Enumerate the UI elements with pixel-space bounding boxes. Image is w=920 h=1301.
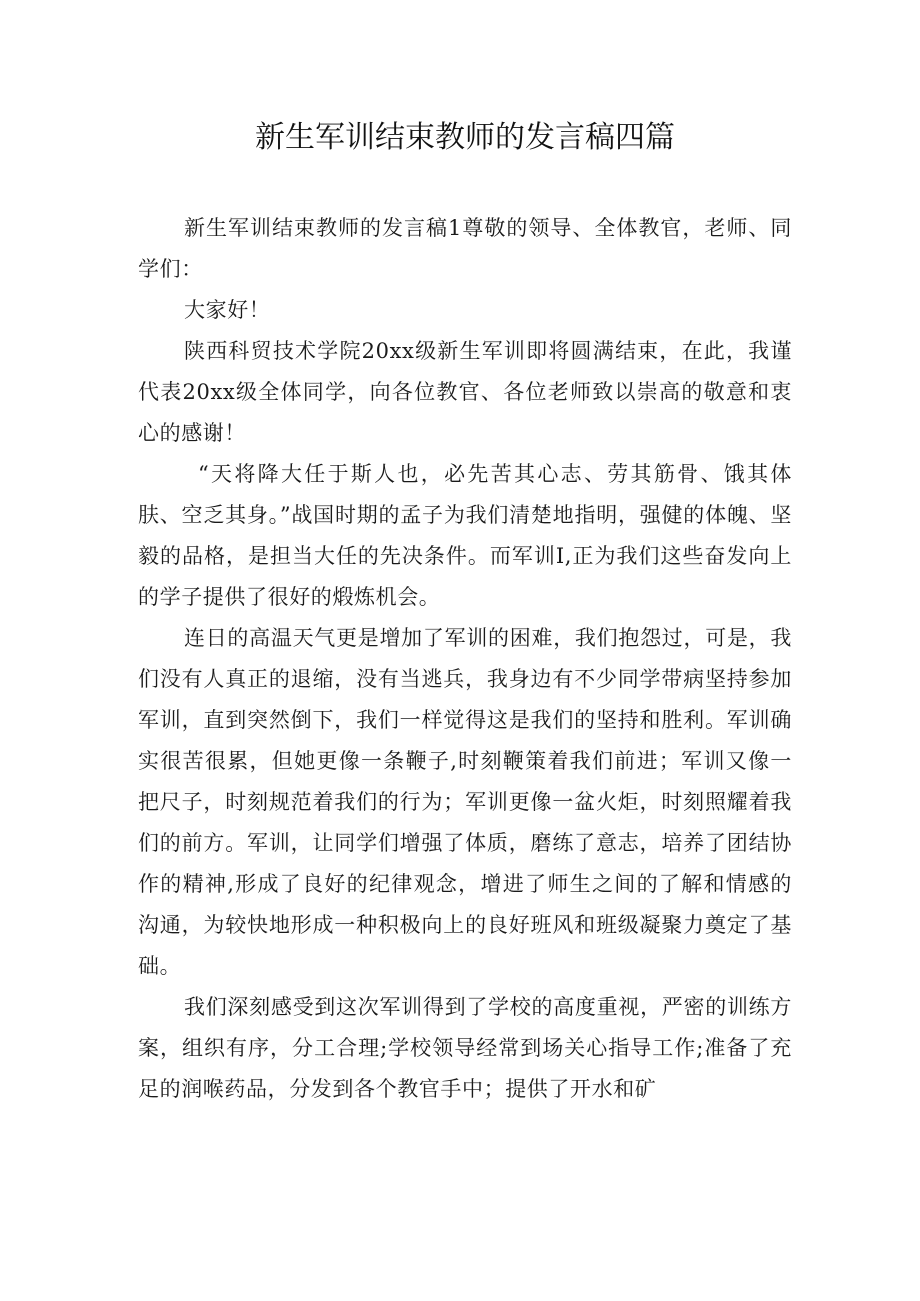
paragraph-greeting: 大家好！ <box>184 298 271 322</box>
paragraph-hardship: 连日的高温天气更是增加了军训的困难，我们抱怨过，可是，我们没有人真正的退缩，没有当逃兵，我身边有不少同学带病坚持参加军训，直到突然倒下，我们一样觉得这是我们的坚持和胜利。军训确实很苦很累，但她更像一条鞭子,时刻鞭策着我们前进；军训又像一把尺子，时刻规范着我们的行为；军训更像一盆火炬，时刻照耀着我们的前方。军训，让同学们增强了体质，磨练了意志，培养了团结协作的精神,形成了良好的纪律观念，增进了师生之间的了解和情感的沟通，为较快地形成一种积极向上的良好班风和班级凝聚力奠定了基础。 <box>138 626 792 978</box>
document-body <box>138 208 792 1110</box>
paragraph-mencius-quote: “天将降大任于斯人也，必先苦其心志、劳其筋骨、饿其体肤、空乏其身。”战国时期的孟子为我们清楚地指明，强健的体魄、坚毅的品格，是担当大任的先决条件。而军训I,正为我们这些奋发向上的学子提供了很好的煅炼机会。 <box>138 462 792 609</box>
paragraph-thanks: 陕西科贸技术学院20xx级新生军训即将圆满结束，在此，我谨代表20xx级全体同学，向各位教官、各位老师致以崇高的敬意和衷心的感谢！ <box>138 339 792 445</box>
paragraph-opening: 新生军训结束教师的发言稿1尊敬的领导、全体教官，老师、同学们： <box>138 216 792 281</box>
paragraph-school-support: 我们深刻感受到这次军训得到了学校的高度重视，严密的训练方案，组织有序，分工合理;学校领导经常到场关心指导工作;准备了充足的润喉药品，分发到各个教官手中；提供了开水和矿 <box>138 995 792 1101</box>
document-title: 新生军训结束教师的发言稿四篇 <box>255 120 675 155</box>
